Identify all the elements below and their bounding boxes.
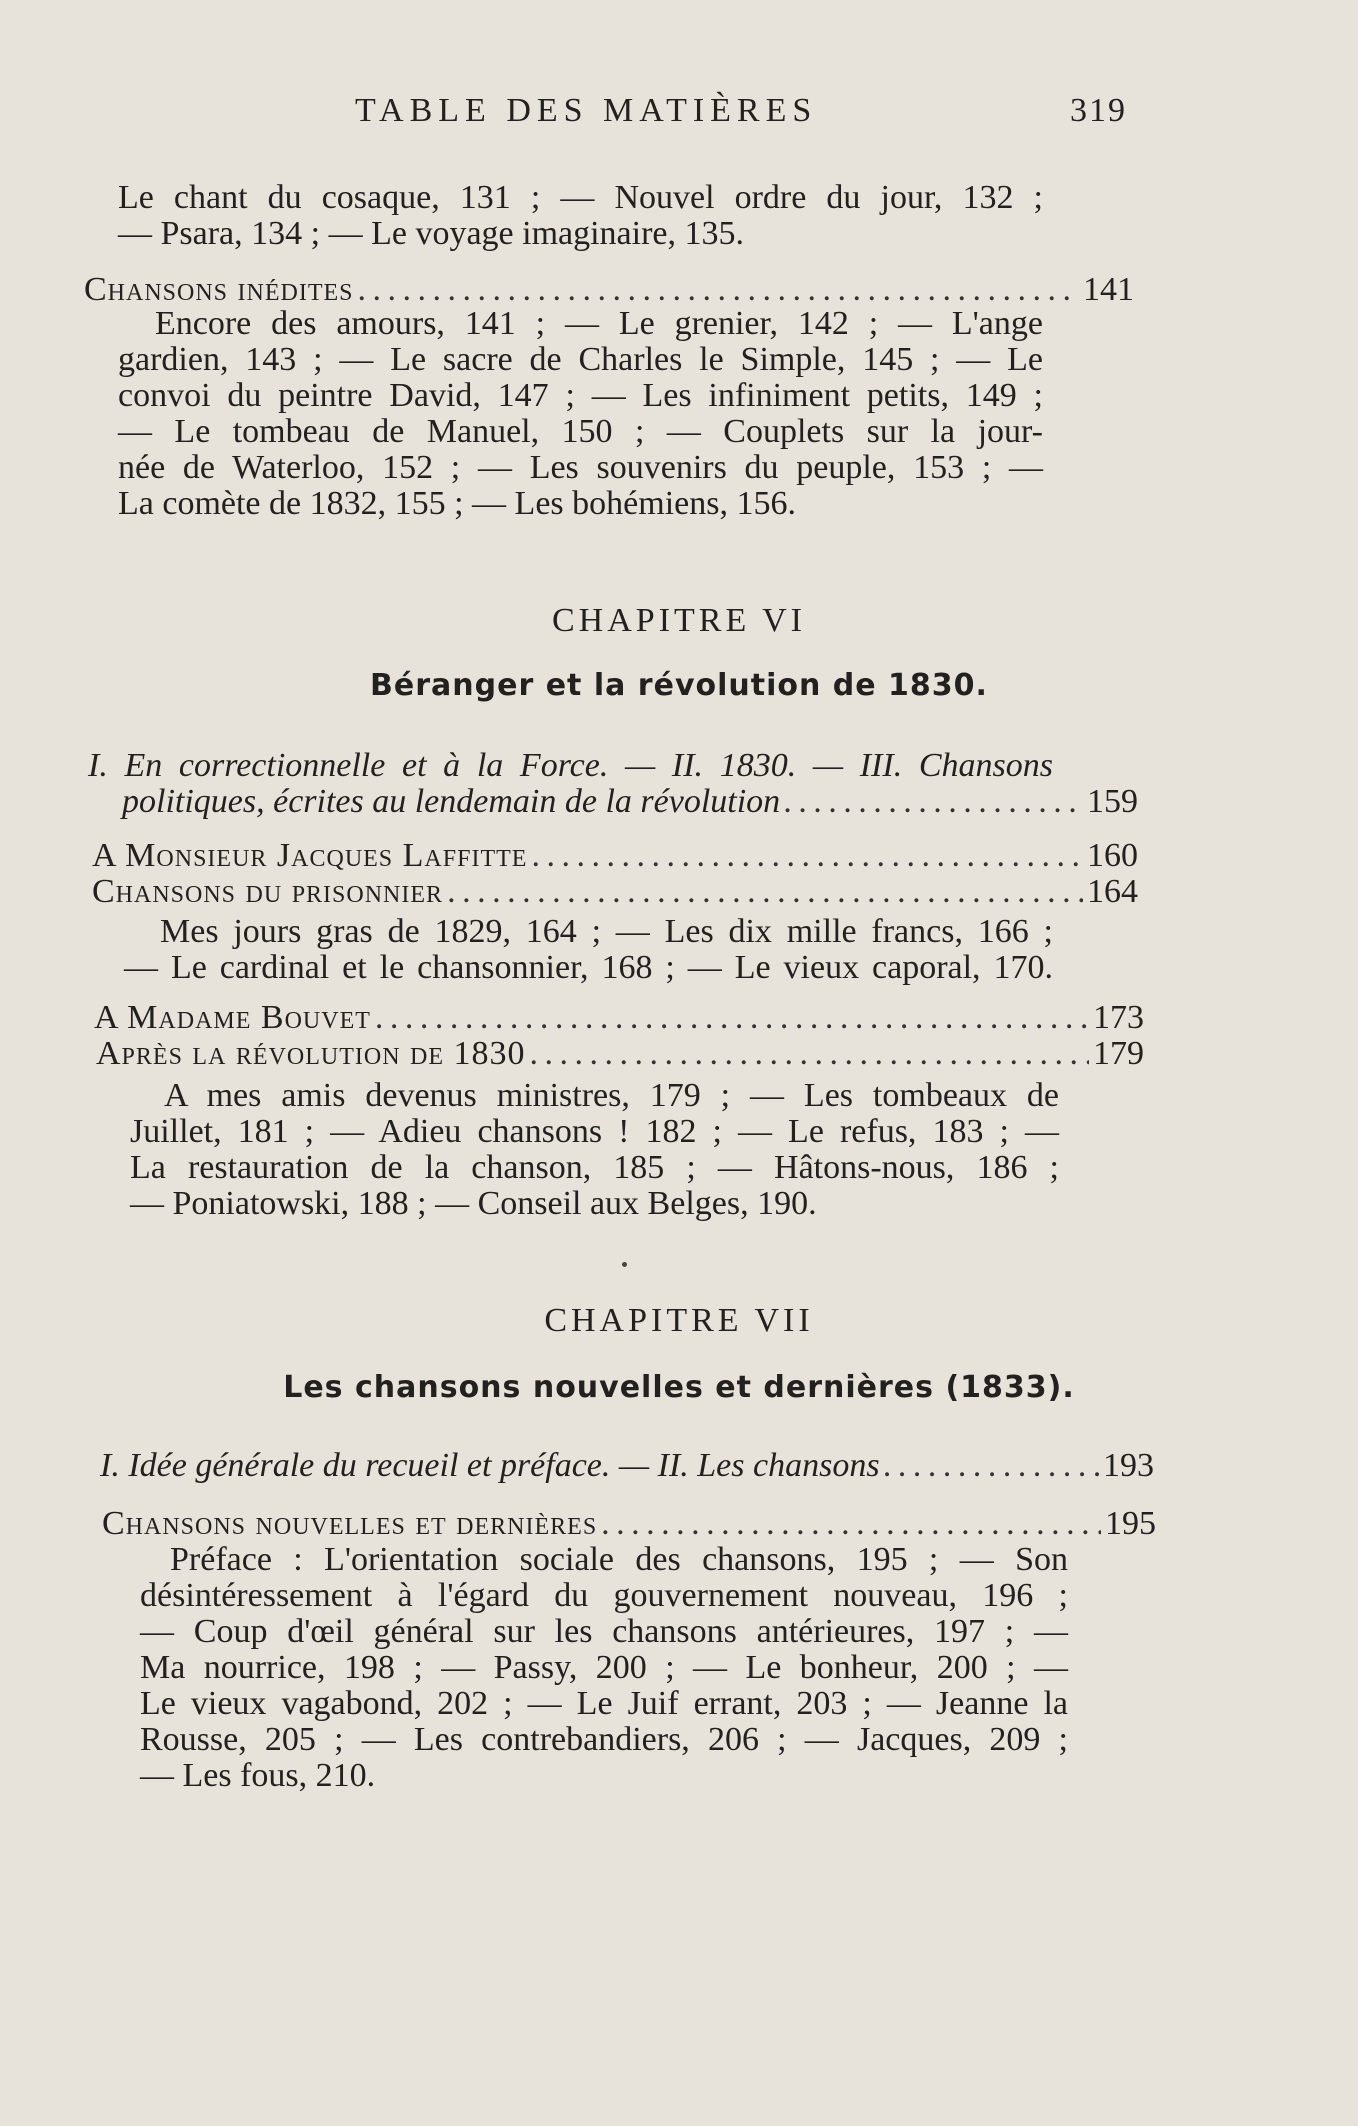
toc-entry-page: 173 [1093,999,1144,1036]
text-line: Le vieux vagabond, 202 ; — Le Juif errant, 203 ; — Jeanne la [140,1685,1068,1722]
toc-entry-label: Chansons du prisonnier [92,873,444,910]
text-line: née de Waterloo, 152 ; — Les souvenirs du peuple, 153 ; — [118,449,1043,486]
toc-entry-page: 179 [1093,1035,1144,1072]
text-line: Ma nourrice, 198 ; — Passy, 200 ; — Le bonheur, 200 ; — [140,1649,1068,1686]
toc-entry [100,1448,1154,1484]
text-line: Rousse, 205 ; — Les contrebandiers, 206 ; — Jacques, 209 ; [140,1721,1068,1758]
toc-entry [96,1036,1144,1072]
text-line: — Les fous, 210. [140,1757,376,1794]
toc-entry-page: 193 [1103,1447,1154,1484]
toc-entry [94,1000,1144,1036]
leader-dots [375,1000,1089,1036]
text-line: Juillet, 181 ; — Adieu chansons ! 182 ; — Le refus, 183 ; — [130,1113,1059,1150]
text-line: — Le cardinal et le chansonnier, 168 ; — Le vieux caporal, 170. [124,949,1053,986]
text-line: A mes amis devenus ministres, 179 ; — Les tombeaux de [164,1077,1059,1114]
toc-entry-page: 141 [1083,271,1134,308]
text-line: — Coup d'œil général sur les chansons antérieures, 197 ; — [140,1613,1068,1650]
text-line: — Le tombeau de Manuel, 150 ; — Couplets sur la jour- [118,413,1043,450]
toc-entry [92,874,1138,910]
running-header [100,92,1140,142]
toc-entry-label: Chansons inédites [84,271,354,308]
toc-entry-page: 164 [1087,873,1138,910]
leader-dots [358,272,1079,308]
toc-entry-label: politiques, écrites au lendemain de la révolution [122,783,781,820]
text-line: — Psara, 134 ; — Le voyage imaginaire, 135. [118,215,745,252]
leader-dots [530,1036,1089,1072]
text-line: — Poniatowski, 188 ; — Conseil aux Belges, 190. [130,1185,817,1222]
text-line: Encore des amours, 141 ; — Le grenier, 142 ; — L'ange [155,305,1043,342]
text-line: Mes jours gras de 1829, 164 ; — Les dix mille francs, 166 ; [160,913,1053,950]
leader-dots [447,874,1083,910]
toc-entry-label: I. Idée générale du recueil et préface. — II. Les chansons [100,1447,880,1484]
toc-entry-label: Chansons nouvelles et dernières [102,1505,598,1542]
header-title: TABLE DES MATIÈRES [355,92,818,129]
toc-entry [122,784,1138,820]
toc-entry [92,838,1138,874]
toc-entry [102,1506,1156,1542]
toc-entry-page: 195 [1105,1505,1156,1542]
leader-dots [531,838,1083,874]
leader-dots [784,784,1083,820]
toc-entry-label: Après la révolution de 1830 [96,1035,526,1072]
chapter-subtitle: Les chansons nouvelles et dernières (1833). [283,1370,1075,1405]
chapter-subtitle: Béranger et la révolution de 1830. [370,668,988,703]
leader-dots [884,1448,1099,1484]
text-line: La comète de 1832, 155 ; — Les bohémiens, 156. [118,485,796,522]
chapter-heading: CHAPITRE VII [544,1302,814,1339]
toc-entry [84,272,1134,308]
text-line: désintéressement à l'égard du gouvernement nouveau, 196 ; [140,1577,1068,1614]
text-line: convoi du peintre David, 147 ; — Les infiniment petits, 149 ; [118,377,1043,414]
leader-dots [601,1506,1101,1542]
toc-entry-label: A Madame Bouvet [94,999,371,1036]
toc-entry-label: A Monsieur Jacques Laffitte [92,837,528,874]
chapter-heading: CHAPITRE VI [552,602,806,639]
print-speck [622,1262,627,1267]
toc-entry-page: 159 [1087,783,1138,820]
text-line: Préface : L'orientation sociale des chansons, 195 ; — Son [170,1541,1068,1578]
chapter-intro-line: I. En correctionnelle et à la Force. — II. 1830. — III. Chansons [88,747,1053,784]
page-number: 319 [1070,92,1127,129]
text-line: La restauration de la chanson, 185 ; — Hâtons-nous, 186 ; [130,1149,1059,1186]
text-line: Le chant du cosaque, 131 ; — Nouvel ordre du jour, 132 ; [118,179,1043,216]
toc-entry-page: 160 [1087,837,1138,874]
text-line: gardien, 143 ; — Le sacre de Charles le Simple, 145 ; — Le [118,341,1043,378]
